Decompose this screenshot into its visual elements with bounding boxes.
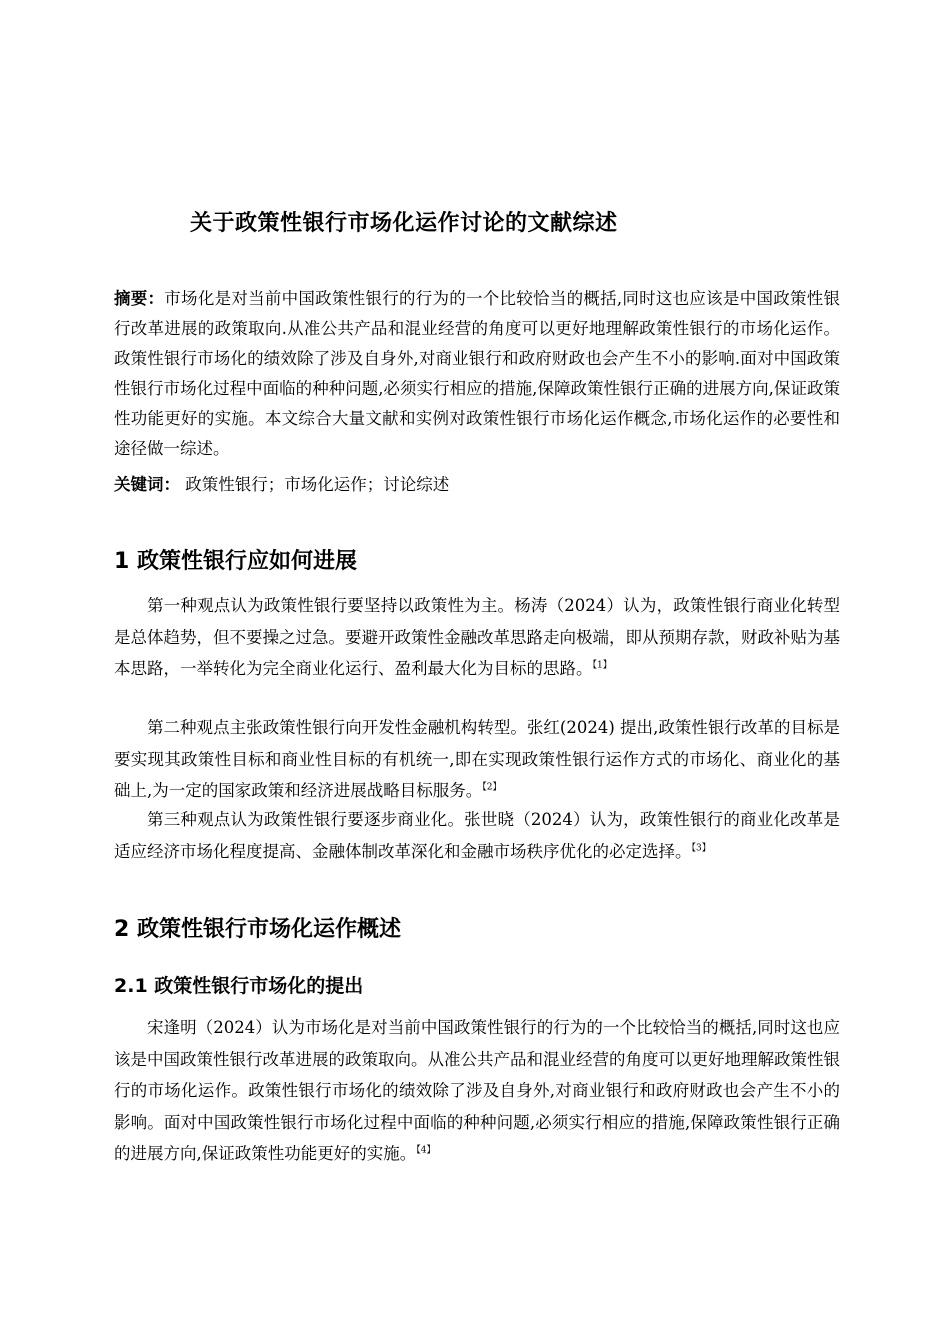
citation-4: 【4】 [416,1145,436,1156]
paragraph-text: 第一种观点认为政策性银行要坚持以政策性为主。杨涛（2024）认为，政策性银行商业化转型是总体趋势，但不要操之过急。要避开政策性金融改革思路走向极端，即从预期存款，财政补贴为基本思路，一举转化为完全商业化运行、盈利最大化为目标的思路。 [114,596,840,678]
section-1-paragraph-1 [114,590,840,685]
section-1-heading: 1 政策性银行应如何进展 [114,549,357,574]
document-title: 关于政策性银行市场化运作讨论的文献综述 [190,211,618,236]
paragraph-text: 宋逢明（2024）认为市场化是对当前中国政策性银行的行为的一个比较恰当的概括,同时这也应该是中国政策性银行改革进展的政策取向。从准公共产品和混业经营的角度可以更好地理解政策性银行的市场化运作。政策性银行市场化的绩效除了涉及自身外,对商业银行和政府财政也会产生不小的影响。面对中国政策性银行市场化过程中面临的种种问题,必须实行相应的措施,保障政策性银行正确的进展方向,保证政策性功能更好的实施。 [114,1018,840,1163]
subsection-2-1-heading: 2.1 政策性银行市场化的提出 [114,975,364,997]
citation-3: 【3】 [691,843,711,853]
citation-1: 【1】 [592,660,612,671]
abstract-text: 市场化是对当前中国政策性银行的行为的一个比较恰当的概括,同时这也应该是中国政策性银行改革进展的政策取向.从准公共产品和混业经营的角度可以更好地理解政策性银行的市场化运作。政策性银行市场化的绩效除了涉及自身外,对商业银行和政府财政也会产生不小的影响.面对中国政策性银行市场化过程中面临的种种问题,必须实行相应的措施,保障政策性银行正确的进展方向,保证政策性功能更好的实施。本文综合大量文献和实例对政策性银行市场化运作概念,市场化运作的必要性和途径做一综述。 [114,289,841,458]
section-1-paragraph-2 [114,712,840,807]
paragraph-text: 第二种观点主张政策性银行向开发性金融机构转型。张红(2024) 提出,政策性银行改革的目标是要实现其政策性目标和商业性目标的有机统一,即在实现政策性银行运作方式的市场化、商业化的基础上,为一定的国家政策和经济进展战略目标服务。 [114,718,840,800]
citation-2: 【2】 [482,782,502,793]
paragraph-text: 第三种观点认为政策性银行要逐步商业化。张世晓（2024）认为，政策性银行的商业化改革是适应经济市场化程度提高、金融体制改革深化和金融市场秩序优化的必定选择。 [114,810,840,861]
section-2-heading: 2 政策性银行市场化运作概述 [114,917,401,942]
keywords-text: 政策性银行；市场化运作；讨论综述 [180,475,450,494]
subsection-2-1-paragraph-1 [114,1012,840,1170]
keywords [114,470,840,500]
abstract [114,284,840,464]
keywords-label: 关键词： [114,475,180,494]
abstract-label: 摘要： [114,289,165,308]
section-1-paragraph-3 [114,804,840,867]
